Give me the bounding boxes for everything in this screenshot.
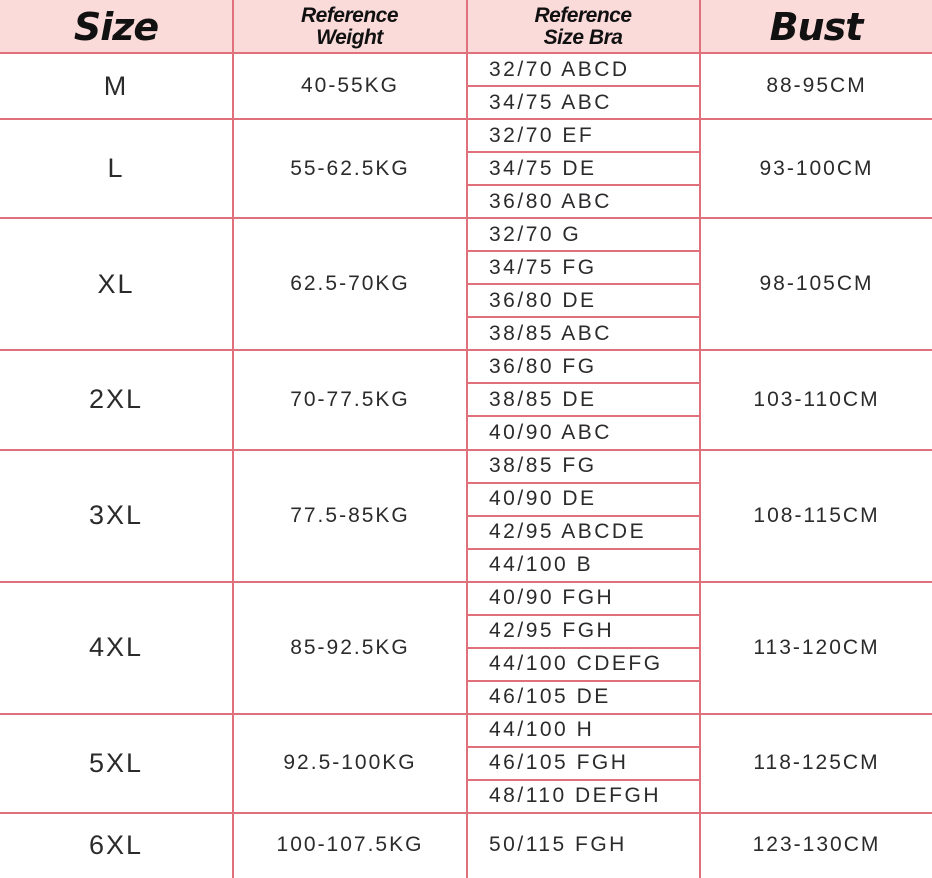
bra-divider-line [466, 647, 701, 649]
cell-reference-size-bra: 38/85 ABC [489, 321, 612, 345]
cell-bust: 88-95CM [766, 74, 867, 98]
bra-divider-line [466, 316, 701, 318]
cell-size: 5XL [88, 747, 144, 778]
cell-reference-size-bra: 44/100 H [489, 718, 595, 742]
header-reference-weight: Reference Weight [300, 3, 399, 49]
cell-bust: 113-120CM [753, 635, 880, 659]
header-size: Size [73, 4, 159, 49]
cell-reference-size-bra: 46/105 FGH [489, 751, 629, 775]
cell-bust: 118-125CM [753, 751, 880, 775]
cell-reference-size-bra: 38/85 FG [489, 454, 597, 478]
cell-bust: 93-100CM [759, 156, 874, 180]
cell-reference-size-bra: 42/95 FGH [489, 619, 615, 643]
cell-size: 4XL [88, 632, 144, 663]
cell-reference-size-bra: 36/80 DE [489, 288, 597, 312]
cell-bust: 98-105CM [759, 272, 874, 296]
bra-divider-line [466, 482, 701, 484]
cell-reference-size-bra: 34/75 FG [489, 255, 597, 279]
bra-divider-line [466, 779, 701, 781]
cell-reference-size-bra: 40/90 ABC [489, 420, 612, 444]
header-bust: Bust [769, 4, 863, 49]
cell-reference-weight: 92.5-100KG [283, 751, 417, 775]
cell-reference-size-bra: 32/70 ABCD [489, 57, 630, 81]
cell-reference-size-bra: 44/100 CDEFG [489, 652, 663, 676]
cell-reference-size-bra: 36/80 FG [489, 354, 597, 378]
bra-divider-line [466, 548, 701, 550]
cell-reference-size-bra: 36/80 ABC [489, 189, 612, 213]
cell-reference-weight: 85-92.5KG [290, 635, 410, 659]
cell-reference-size-bra: 40/90 DE [489, 487, 597, 511]
cell-size: 6XL [88, 829, 144, 860]
cell-size: XL [97, 268, 135, 299]
cell-reference-size-bra: 50/115 FGH [489, 833, 627, 857]
cell-size: L [107, 153, 125, 184]
bra-divider-line [466, 415, 701, 417]
cell-reference-size-bra: 32/70 G [489, 222, 582, 246]
cell-reference-size-bra: 40/90 FGH [489, 586, 615, 610]
cell-bust: 103-110CM [753, 387, 880, 411]
cell-reference-size-bra: 48/110 DEFGH [489, 784, 662, 808]
bra-divider-line [466, 614, 701, 616]
cell-size: 3XL [88, 500, 144, 531]
bra-divider-line [466, 382, 701, 384]
cell-reference-size-bra: 44/100 B [489, 553, 594, 577]
cell-reference-weight: 70-77.5KG [290, 387, 410, 411]
cell-reference-size-bra: 34/75 DE [489, 156, 597, 180]
cell-size: 2XL [88, 384, 144, 415]
bra-divider-line [466, 184, 701, 186]
cell-reference-weight: 100-107.5KG [276, 833, 424, 857]
bra-divider-line [466, 250, 701, 252]
column-divider-line [699, 0, 701, 878]
column-divider-line [232, 0, 234, 878]
bra-divider-line [466, 515, 701, 517]
cell-reference-weight: 40-55KG [300, 74, 400, 98]
cell-bust: 123-130CM [752, 833, 881, 857]
cell-bust: 108-115CM [753, 503, 880, 527]
bra-divider-line [466, 680, 701, 682]
bra-divider-line [466, 283, 701, 285]
cell-reference-weight: 55-62.5KG [290, 156, 410, 180]
column-divider-line [466, 0, 468, 878]
cell-reference-size-bra: 34/75 ABC [489, 90, 612, 114]
cell-reference-weight: 62.5-70KG [290, 272, 410, 296]
cell-size: M [103, 70, 129, 101]
cell-reference-size-bra: 46/105 DE [489, 685, 611, 709]
cell-reference-weight: 77.5-85KG [290, 503, 410, 527]
bra-divider-line [466, 746, 701, 748]
cell-reference-size-bra: 32/70 EF [489, 123, 595, 147]
cell-reference-size-bra: 42/95 ABCDE [489, 520, 647, 544]
bra-divider-line [466, 85, 701, 87]
cell-reference-size-bra: 38/85 DE [489, 387, 597, 411]
header-reference-size-bra: Reference Size Bra [534, 3, 632, 49]
bra-divider-line [466, 151, 701, 153]
